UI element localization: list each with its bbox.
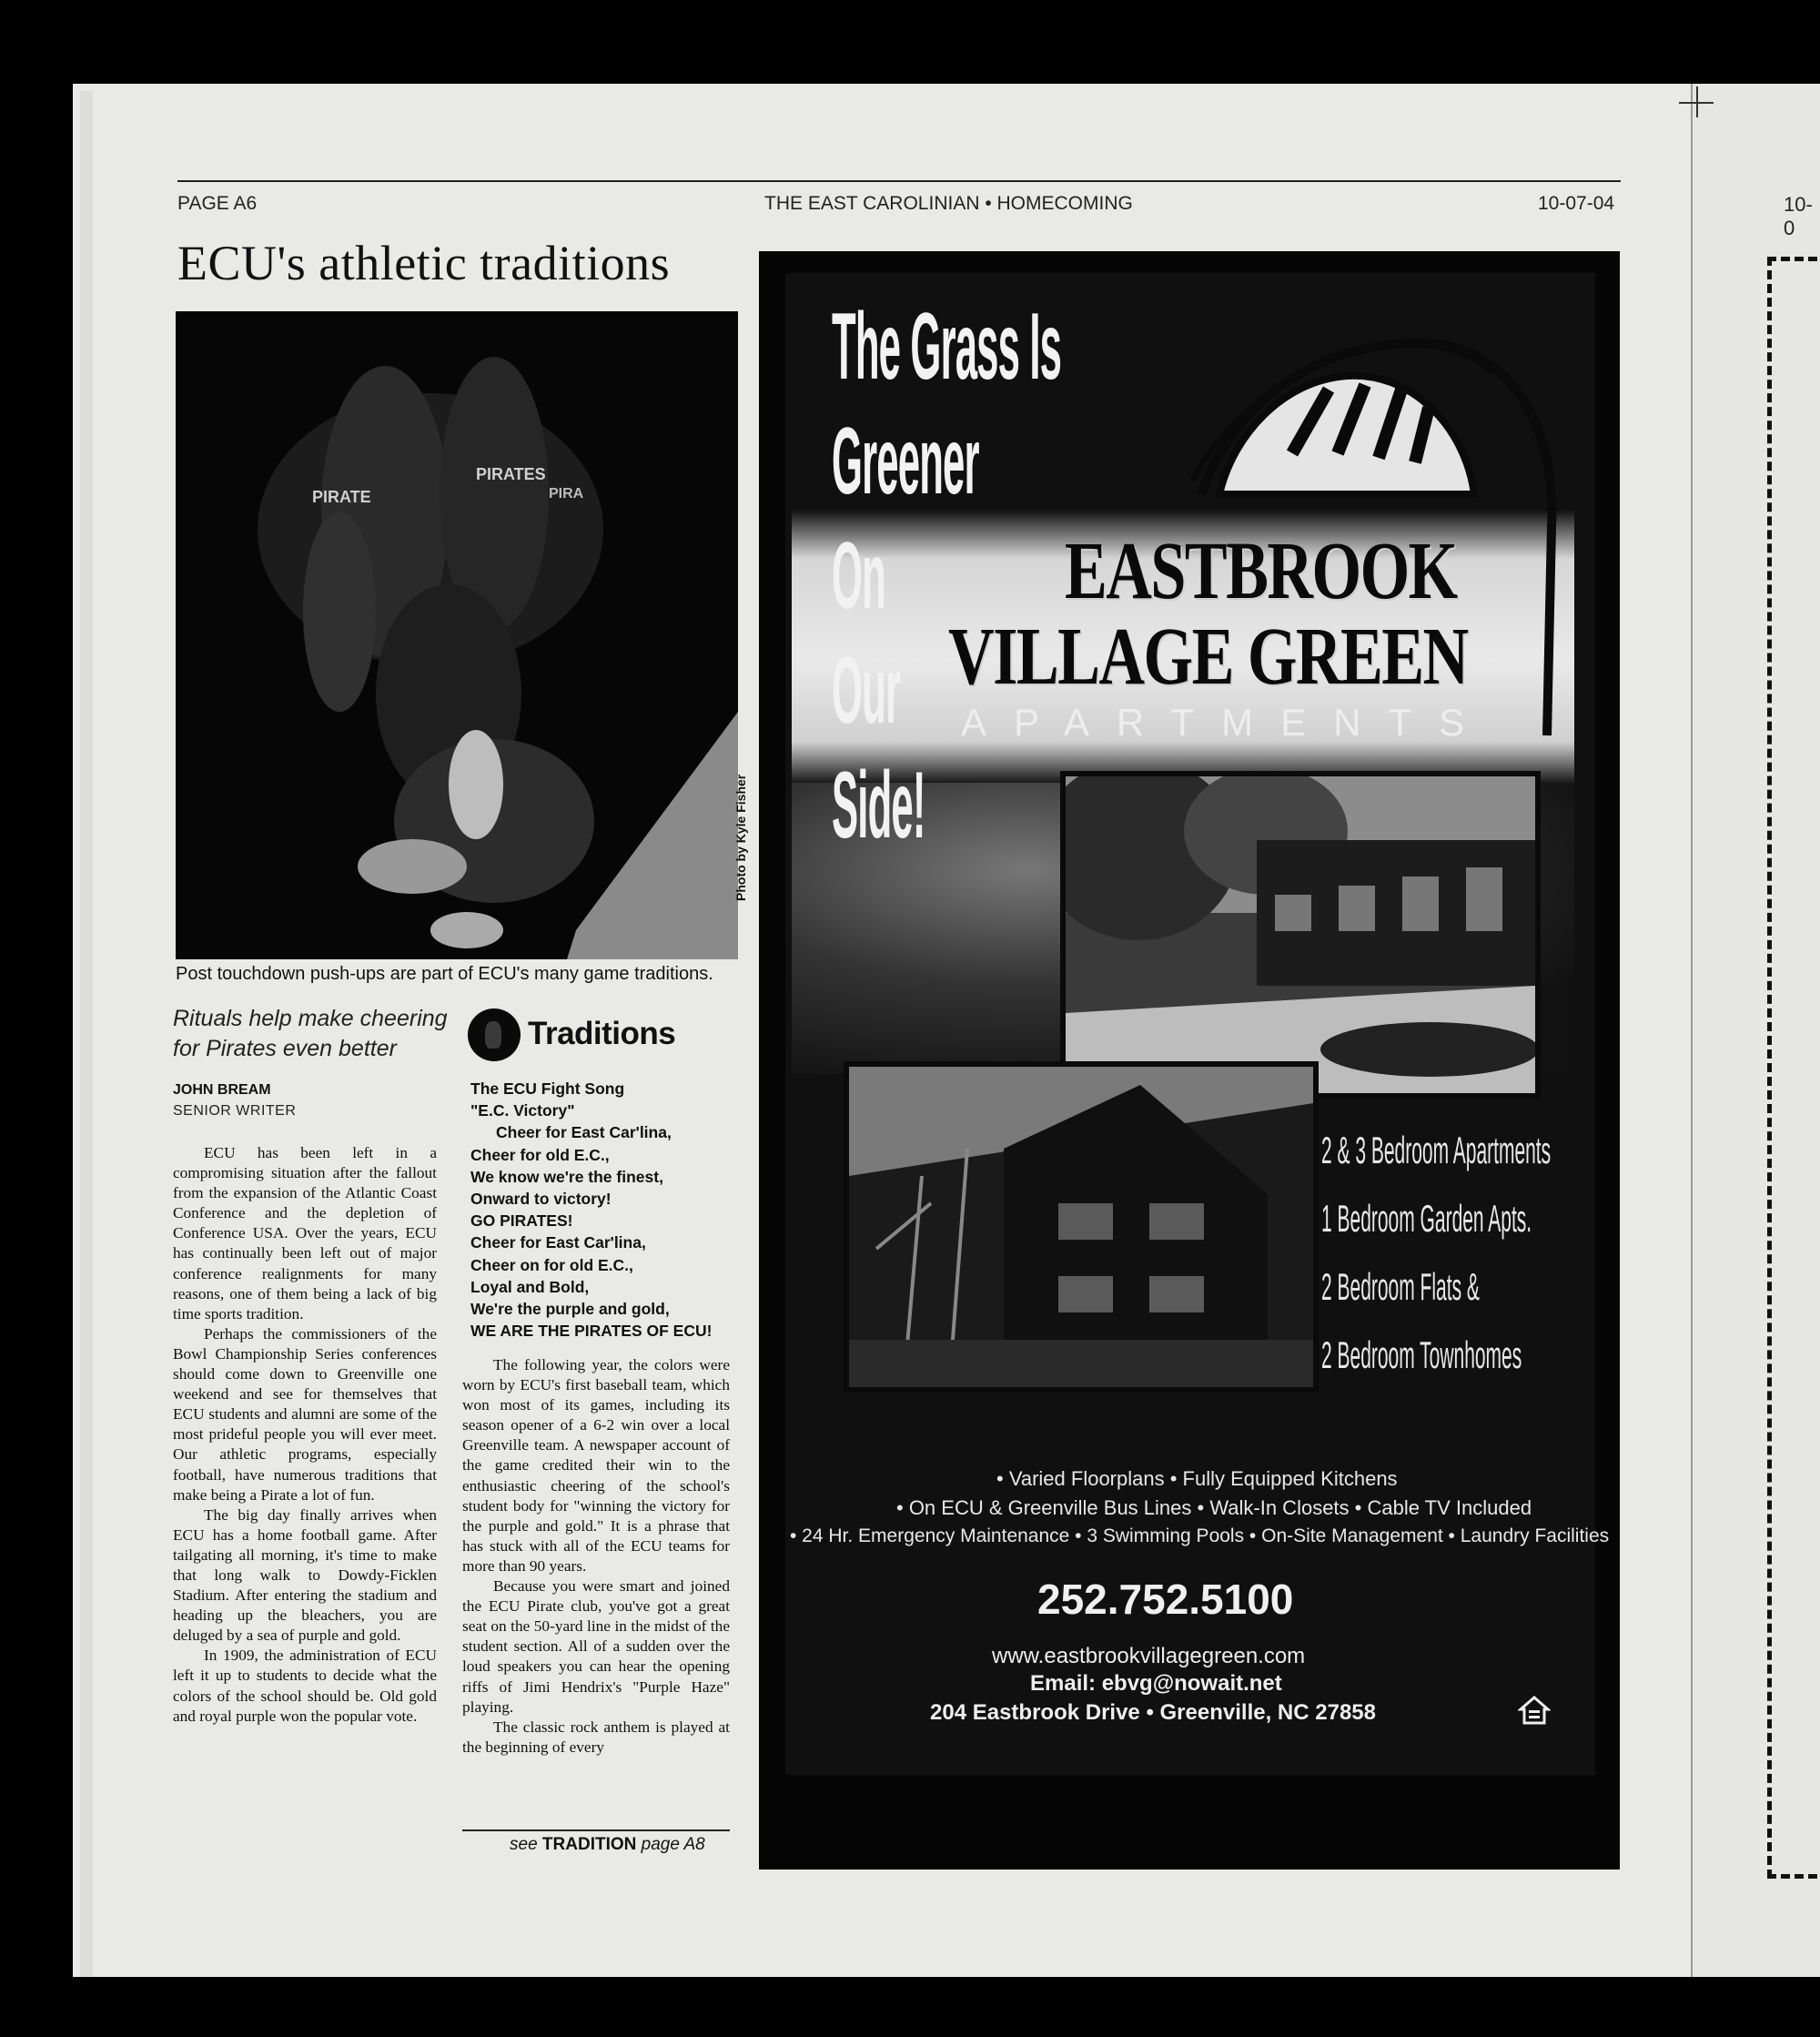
tagline-line: On xyxy=(832,523,885,629)
paragraph: The following year, the colors were worn by ECU's first baseball team, which won most of its games, including its season opener of a 6-2 win over a local Greenville team. A newspaper account of the game credited their win to the enthusiastic cheering of the school's student body for "winning the victory for the purple and gold." It is a phrase that has stuck with all of the ECU teams for more than 90 years. xyxy=(462,1356,730,1575)
apartment-exterior-image xyxy=(1066,776,1535,1093)
adjacent-dashed-border xyxy=(1767,257,1820,1879)
tagline-line: The Grass Is xyxy=(832,294,1062,400)
article-photo xyxy=(176,311,738,959)
townhomes-image xyxy=(849,1067,1313,1387)
unit-type: 2 & 3 Bedroom Apartments xyxy=(1321,1129,1552,1171)
byline: JOHN BREAM xyxy=(173,1082,271,1098)
unit-type: 1 Bedroom Garden Apts. xyxy=(1321,1197,1532,1240)
apartment-photo-townhomes xyxy=(844,1061,1319,1393)
song-line: We know we're the finest, xyxy=(470,1167,663,1186)
tagline-line: Side! xyxy=(832,753,925,858)
cheerleaders-photo-image xyxy=(176,311,738,959)
song-line: Onward to victory! xyxy=(470,1190,612,1209)
tagline-line: Our xyxy=(832,638,901,744)
byline-title: SENIOR WRITER xyxy=(173,1103,297,1119)
svg-text:PIRATE: PIRATE xyxy=(312,488,371,506)
ad-tagline xyxy=(832,289,1061,863)
crop-mark xyxy=(1696,86,1698,117)
feature-line: • On ECU & Greenville Bus Lines • Walk-In Closets • Cable TV Included xyxy=(896,1496,1532,1519)
paragraph: In 1909, the administration of ECU left it up to students to decide what the colors of the school should be. Old gold and royal purple won the popular vote. xyxy=(173,1647,437,1725)
equal-housing-icon xyxy=(1518,1695,1551,1726)
fight-song-title: The ECU Fight Song xyxy=(470,1079,625,1098)
article-column-2 xyxy=(462,1355,730,1758)
publication-name: THE EAST CAROLINIAN • HOMECOMING xyxy=(764,193,1133,214)
photo-credit: Photo by Kyle Fisher xyxy=(733,774,748,901)
page-edge xyxy=(80,91,93,1977)
feature-line: • 24 Hr. Emergency Maintenance • 3 Swimming Pools • On-Site Management • Laundry Facilities xyxy=(790,1525,1610,1546)
apartment-photo-exterior xyxy=(1060,771,1541,1099)
jump-line[interactable] xyxy=(510,1835,705,1855)
deck-line: for Pirates even better xyxy=(173,1036,397,1061)
unit-type: 2 Bedroom Townhomes xyxy=(1321,1333,1522,1376)
song-line: Cheer for old E.C., xyxy=(470,1145,610,1164)
ad-address: 204 Eastbrook Drive • Greenville, NC 27858 xyxy=(930,1700,1376,1725)
deck-headline xyxy=(173,1004,464,1064)
pirate-head-icon xyxy=(468,1008,521,1061)
paragraph: Because you were smart and joined the ECU Pirate club, you've got a great seat on the 50-yard line in the midst of the student section. All of a sudden over the loud speakers you can hear the opening riffs of Jimi Hendrix's "Purple Haze" playing. xyxy=(462,1577,730,1716)
page-number: PAGE A6 xyxy=(177,193,258,214)
song-line: Cheer for East Car'lina, xyxy=(496,1123,672,1142)
song-line: We're the purple and gold, xyxy=(470,1300,670,1319)
adjacent-page-date: 10-0 xyxy=(1784,193,1813,239)
song-line: Cheer for East Car'lina, xyxy=(470,1233,646,1252)
paragraph: The classic rock anthem is played at the beginning of every xyxy=(462,1718,730,1756)
jump-rule xyxy=(462,1829,730,1831)
unit-type: 2 Bedroom Flats & xyxy=(1321,1265,1480,1308)
svg-text:PIRATES: PIRATES xyxy=(476,465,546,483)
brand-name-line3: APARTMENTS xyxy=(961,701,1492,744)
traditions-heading: Traditions xyxy=(528,1016,676,1051)
song-line: GO PIRATES! xyxy=(470,1211,573,1231)
fight-song xyxy=(470,1078,712,1342)
issue-date: 10-07-04 xyxy=(1538,193,1615,214)
paragraph: Perhaps the commissioners of the Bowl Championship Series conferences should come down to Greenville one weekend and see for themselves that ECU students and alumni are some of the most prideful people you will ever meet. Our athletic programs, especially football, have numerous traditions that make being a Pirate a lot of fun. xyxy=(173,1324,437,1504)
jump-see: see xyxy=(510,1835,538,1854)
ad-phone: 252.752.5100 xyxy=(1037,1576,1294,1623)
feature-line: • Varied Floorplans • Fully Equipped Kitchens xyxy=(996,1467,1398,1490)
brand-name-line1: EASTBROOK xyxy=(1065,526,1457,616)
paragraph: The big day finally arrives when ECU has a home football game. After tailgating all morning, it's time to make that long walk to Dowdy-Ficklen Stadium. After entering the stadium and heading up the bleachers, you are deluged by a sea of purple and gold. xyxy=(173,1505,437,1645)
paragraph: ECU has been left in a compromising situation after the fallout from the expansion of the Atlantic Coast Conference and the depletion of Conference USA. Over the years, ECU has continually been left out of major conference realignments for many reasons, one of them being a lack of big time sports tradition. xyxy=(173,1144,437,1323)
article-column-1 xyxy=(173,1143,437,1727)
photo-caption: Post touchdown push-ups are part of ECU's many game traditions. xyxy=(176,964,713,984)
song-line: Cheer on for old E.C., xyxy=(470,1255,633,1274)
song-line: WE ARE THE PIRATES OF ECU! xyxy=(470,1322,713,1341)
ad-website: www.eastbrookvillagegreen.com xyxy=(992,1644,1306,1668)
ad-email: Email: ebvg@nowait.net xyxy=(1030,1671,1282,1696)
fight-song-name: "E.C. Victory" xyxy=(470,1101,575,1120)
deck-line: Rituals help make cheering xyxy=(173,1006,448,1031)
tagline-line: Greener xyxy=(832,409,979,514)
brand-name-line2: VILLAGE GREEN xyxy=(948,612,1468,702)
jump-keyword: TRADITION xyxy=(541,1835,637,1854)
svg-text:PIRA: PIRA xyxy=(549,486,584,502)
song-line: Loyal and Bold, xyxy=(470,1277,590,1296)
jump-page: page A8 xyxy=(641,1835,705,1854)
top-rule xyxy=(177,180,1621,182)
headline: ECU's athletic traditions xyxy=(177,236,671,290)
